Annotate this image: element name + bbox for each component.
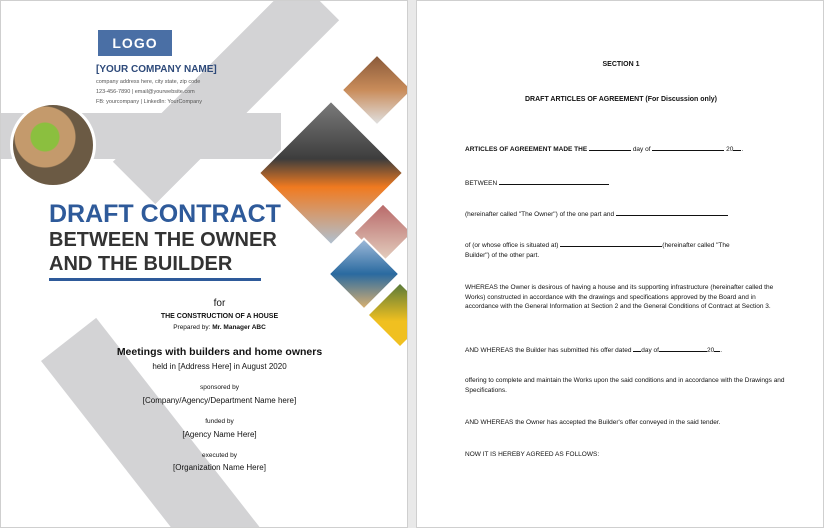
blank-field — [499, 177, 609, 185]
sponsored-label: sponsored by — [199, 384, 240, 391]
blank-field — [652, 143, 724, 151]
articles-made-year: 20 — [726, 146, 734, 153]
whereas-2-year: 20 — [706, 347, 715, 354]
company-contact: 123-456-7890 | email@yourwebsite.com — [96, 89, 195, 95]
blank-field — [560, 239, 662, 247]
company-social: FB: yourcompany | LinkedIn: YourCompany — [96, 99, 202, 105]
logo: LOGO — [98, 30, 172, 56]
title-draft-contract: DRAFT CONTRACT — [49, 200, 281, 228]
owner-line — [465, 208, 785, 220]
offering-line: offering to complete and maintain the Works upon the said conditions and in accordance with the Drawings and Specifications. — [465, 377, 785, 394]
for-label: for — [213, 298, 226, 309]
executed-label: executed by — [201, 452, 238, 459]
office-line-2: Builder") of the other part. — [465, 251, 540, 259]
title-rule — [49, 278, 261, 281]
articles-made-day: day of — [632, 146, 651, 153]
company-address: company address here, city state, zip code — [96, 79, 201, 85]
blank-field — [616, 208, 728, 216]
whereas-3: AND WHEREAS the Owner has accepted the Builder's offer conveyed in the said tender. — [465, 419, 721, 426]
blank-field — [589, 143, 631, 151]
title-between-owner: BETWEEN THE OWNER — [49, 229, 277, 251]
held-line: held in [Address Here] in August 2020 — [152, 362, 287, 371]
whereas-2-line: AND WHEREAS the Builder has submitted his offer dated day of 20 . — [465, 344, 785, 356]
blank-field — [733, 143, 741, 151]
meetings-heading: Meetings with builders and home owners — [116, 346, 323, 358]
whereas-2-prefix: AND WHEREAS the Builder has submitted his offer dated — [465, 347, 632, 354]
articles-made-line: ARTICLES OF AGREEMENT MADE THE day of 20 . — [465, 143, 785, 155]
owner-text: (hereinafter called "The Owner") of the one part and — [465, 211, 615, 218]
prepared-name: Mr. Manager ABC — [212, 324, 266, 331]
funded-label: funded by — [205, 418, 234, 425]
title-and-builder: AND THE BUILDER — [49, 253, 233, 275]
blank-field — [714, 344, 720, 352]
agreement-heading: DRAFT ARTICLES OF AGREEMENT (For Discussion only) — [525, 96, 717, 103]
prepared-by — [101, 324, 338, 331]
agreement-page — [416, 0, 824, 528]
office-line — [465, 239, 785, 260]
executed-value: [Organization Name Here] — [173, 463, 266, 472]
now-agreed: NOW IT IS HEREBY AGREED AS FOLLOWS: — [465, 451, 600, 458]
whereas-1: WHEREAS the Owner is desirous of having a house and its supporting infrastructure (hereinafter called the Works) constructed in accordance with the drawings and specifications approved by the Board and in accordance with the General Information at Section 2 and the General Conditions of Contract at Section 3. — [465, 284, 774, 310]
between-line — [465, 177, 785, 189]
worker-drill-photo — [10, 102, 96, 188]
articles-made-prefix: ARTICLES OF AGREEMENT MADE THE — [465, 146, 588, 153]
blank-field — [659, 344, 707, 352]
section-title: SECTION 1 — [602, 61, 640, 68]
whereas-2-day: day of — [641, 347, 659, 354]
company-name: [YOUR COMPANY NAME] — [96, 64, 217, 75]
office-suffix: (hereinafter called "The — [662, 242, 730, 249]
office-prefix: of (or whose office is situated at) — [465, 242, 559, 249]
funded-value: [Agency Name Here] — [182, 430, 257, 439]
prepared-prefix: Prepared by: — [173, 324, 213, 331]
cover-page — [0, 0, 408, 528]
construction-label: THE CONSTRUCTION OF A HOUSE — [160, 313, 279, 320]
construction-photo-1 — [340, 53, 408, 127]
sponsored-value: [Company/Agency/Department Name here] — [142, 396, 297, 405]
between-label: BETWEEN — [465, 180, 498, 187]
